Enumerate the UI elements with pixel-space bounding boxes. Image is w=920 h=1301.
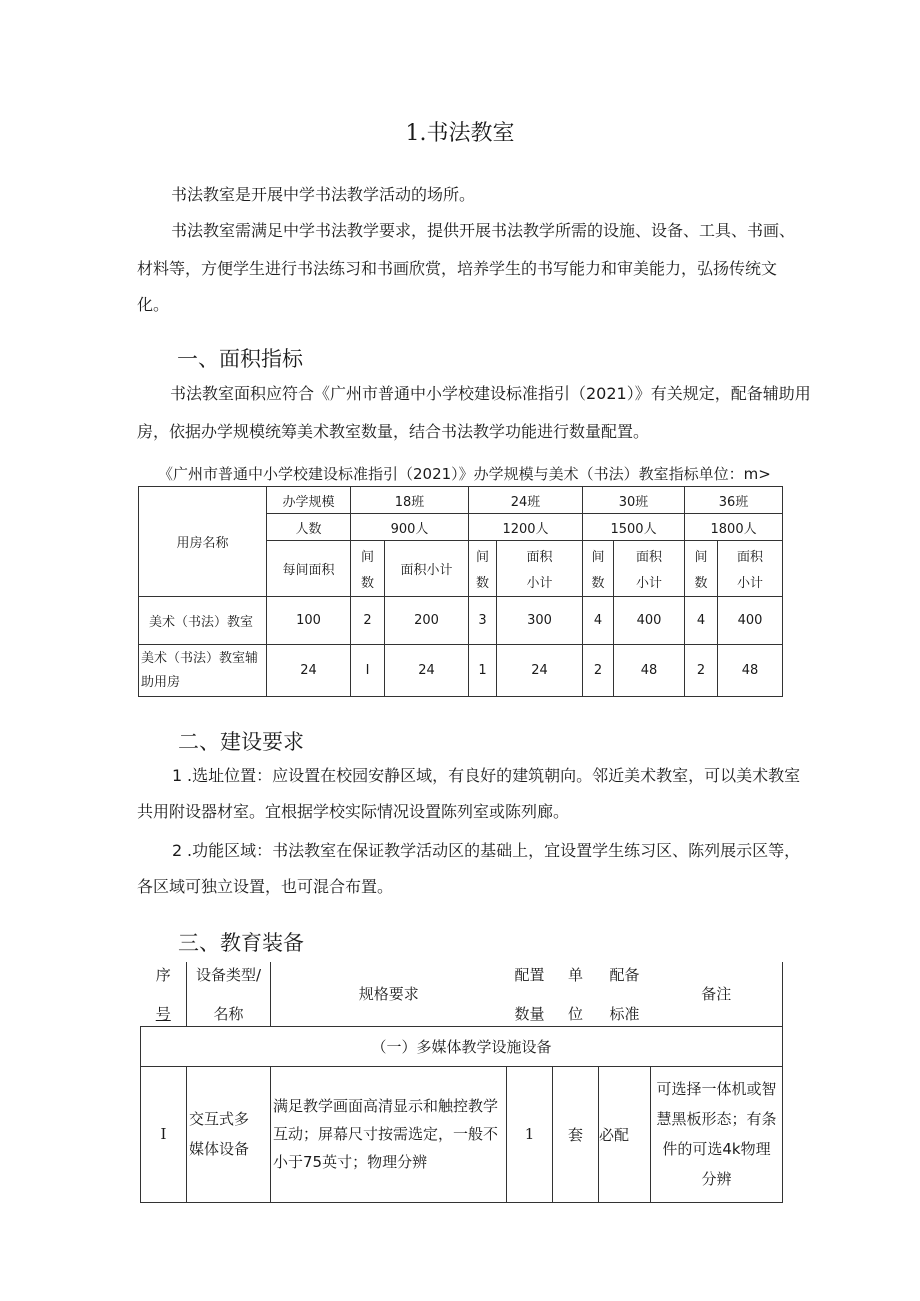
row-standard: 必配: [599, 1066, 651, 1202]
row-cell: 1: [469, 645, 497, 697]
row-spec: 满足教学画面高清显示和触控教学 互动；屏幕尺寸按需选定，一般不 小于75英寸；物理分辨: [271, 1066, 507, 1202]
header-seq: 序 号: [141, 962, 187, 1026]
people-30: 1500人: [583, 514, 685, 541]
row-cell: 24: [385, 645, 469, 697]
header-people: 人数: [267, 514, 351, 541]
section-2-heading: 二、建设要求: [178, 730, 304, 754]
header-area-30: 面积 小计: [614, 541, 685, 597]
header-room-name: 用房名称: [139, 487, 267, 597]
row-cell: 4: [685, 597, 718, 645]
equipment-table: [140, 962, 783, 1203]
group-header: （一）多媒体教学设施设备: [141, 1026, 783, 1066]
section-1-line-2: 房，依据办学规模统筹美术教室数量，结合书法教学功能进行数量配置。: [137, 422, 650, 441]
intro-paragraph-1: 书法教室是开展中学书法教学活动的场所。: [171, 185, 476, 204]
row-cell: 2: [351, 597, 385, 645]
row-cell: 400: [614, 597, 685, 645]
header-spec: 规格要求: [358, 985, 419, 1004]
row-name: 美术（书法）教室辅 助用房: [139, 645, 267, 697]
row-cell: I: [351, 645, 385, 697]
row-name: 交互式多 媒体设备: [187, 1066, 271, 1202]
item-1-line-2: 共用附设器材室。宜根据学校实际情况设置陈列室或陈列廊。: [137, 802, 570, 821]
header-note: 备注: [651, 962, 783, 1026]
item-1-number: 1: [172, 766, 183, 785]
table-row: [139, 645, 783, 697]
table-row: [139, 597, 783, 645]
row-cell: 48: [614, 645, 685, 697]
row-per-area: 24: [267, 645, 351, 697]
row-unit: 套: [553, 1066, 599, 1202]
row-per-area: 100: [267, 597, 351, 645]
people-36: 1800人: [685, 514, 783, 541]
scale-18: 18班: [351, 487, 469, 514]
header-per-area: 每间面积: [267, 541, 351, 597]
row-cell: 4: [583, 597, 614, 645]
people-18: 900人: [351, 514, 469, 541]
item-2-line-2: 各区域可独立设置，也可混合布置。: [137, 877, 394, 896]
table-row: [141, 1066, 783, 1202]
header-scale: 办学规模: [267, 487, 351, 514]
intro-paragraph-2-line-2: 材料等，方便学生进行书法练习和书画欣赏，培养学生的书写能力和审美能力，弘扬传统文: [137, 259, 778, 278]
item-2-line-1: .功能区域：书法教室在保证教学活动区的基础上，宜设置学生练习区、陈列展示区等，: [187, 841, 801, 860]
row-cell: 300: [497, 597, 583, 645]
header-qty: 配置 数量: [514, 965, 545, 1023]
page-title: 1.书法教室: [405, 121, 515, 146]
section-1-line-1: 书法教室面积应符合《广州市普通中小学校建设标准指引（2021）》有关规定，配备辅助用: [170, 384, 811, 403]
row-cell: 2: [583, 645, 614, 697]
row-qty: 1: [507, 1066, 553, 1202]
header-rooms-36: 间 数: [685, 541, 718, 597]
row-cell: 400: [718, 597, 783, 645]
header-rooms-30: 间 数: [583, 541, 614, 597]
row-cell: 2: [685, 645, 718, 697]
intro-paragraph-2-line-3: 化。: [137, 295, 170, 314]
scale-30: 30班: [583, 487, 685, 514]
header-area-subtotal-18: 面积小计: [385, 541, 469, 597]
row-cell: 200: [385, 597, 469, 645]
table-1-caption: 《广州市普通中小学校建设标准指引（2021）》办学规模与美术（书法）教室指标单位：m>: [158, 465, 771, 483]
section-3-heading: 三、教育装备: [178, 931, 304, 955]
row-cell: 48: [718, 645, 783, 697]
row-cell: 3: [469, 597, 497, 645]
row-note: 可选择一体机或智 慧黑板形态；有条 件的可选4k物理 分辨: [651, 1066, 783, 1202]
row-cell: 24: [497, 645, 583, 697]
scale-36: 36班: [685, 487, 783, 514]
header-area-24: 面积 小计: [497, 541, 583, 597]
people-24: 1200人: [469, 514, 583, 541]
area-index-table: [138, 486, 783, 697]
header-type: 设备类型/ 名称: [187, 962, 271, 1026]
header-standard: 配备 标准: [609, 965, 640, 1023]
row-name: 美术（书法）教室: [139, 597, 267, 645]
item-2-number: 2: [172, 841, 183, 860]
scale-24: 24班: [469, 487, 583, 514]
header-area-36: 面积 小计: [718, 541, 783, 597]
header-unit: 单 位: [567, 965, 583, 1023]
item-1-line-1: .选址位置：应设置在校园安静区域，有良好的建筑朝向。邻近美术教室，可以美术教室: [187, 766, 801, 785]
header-rooms-24: 间 数: [469, 541, 497, 597]
header-rooms-18: 间 数: [351, 541, 385, 597]
section-1-heading: 一、面积指标: [177, 347, 303, 371]
row-seq: I: [141, 1066, 187, 1202]
intro-paragraph-2-line-1: 书法教室需满足中学书法教学要求，提供开展书法教学所需的设施、设备、工具、书画、: [171, 221, 796, 240]
